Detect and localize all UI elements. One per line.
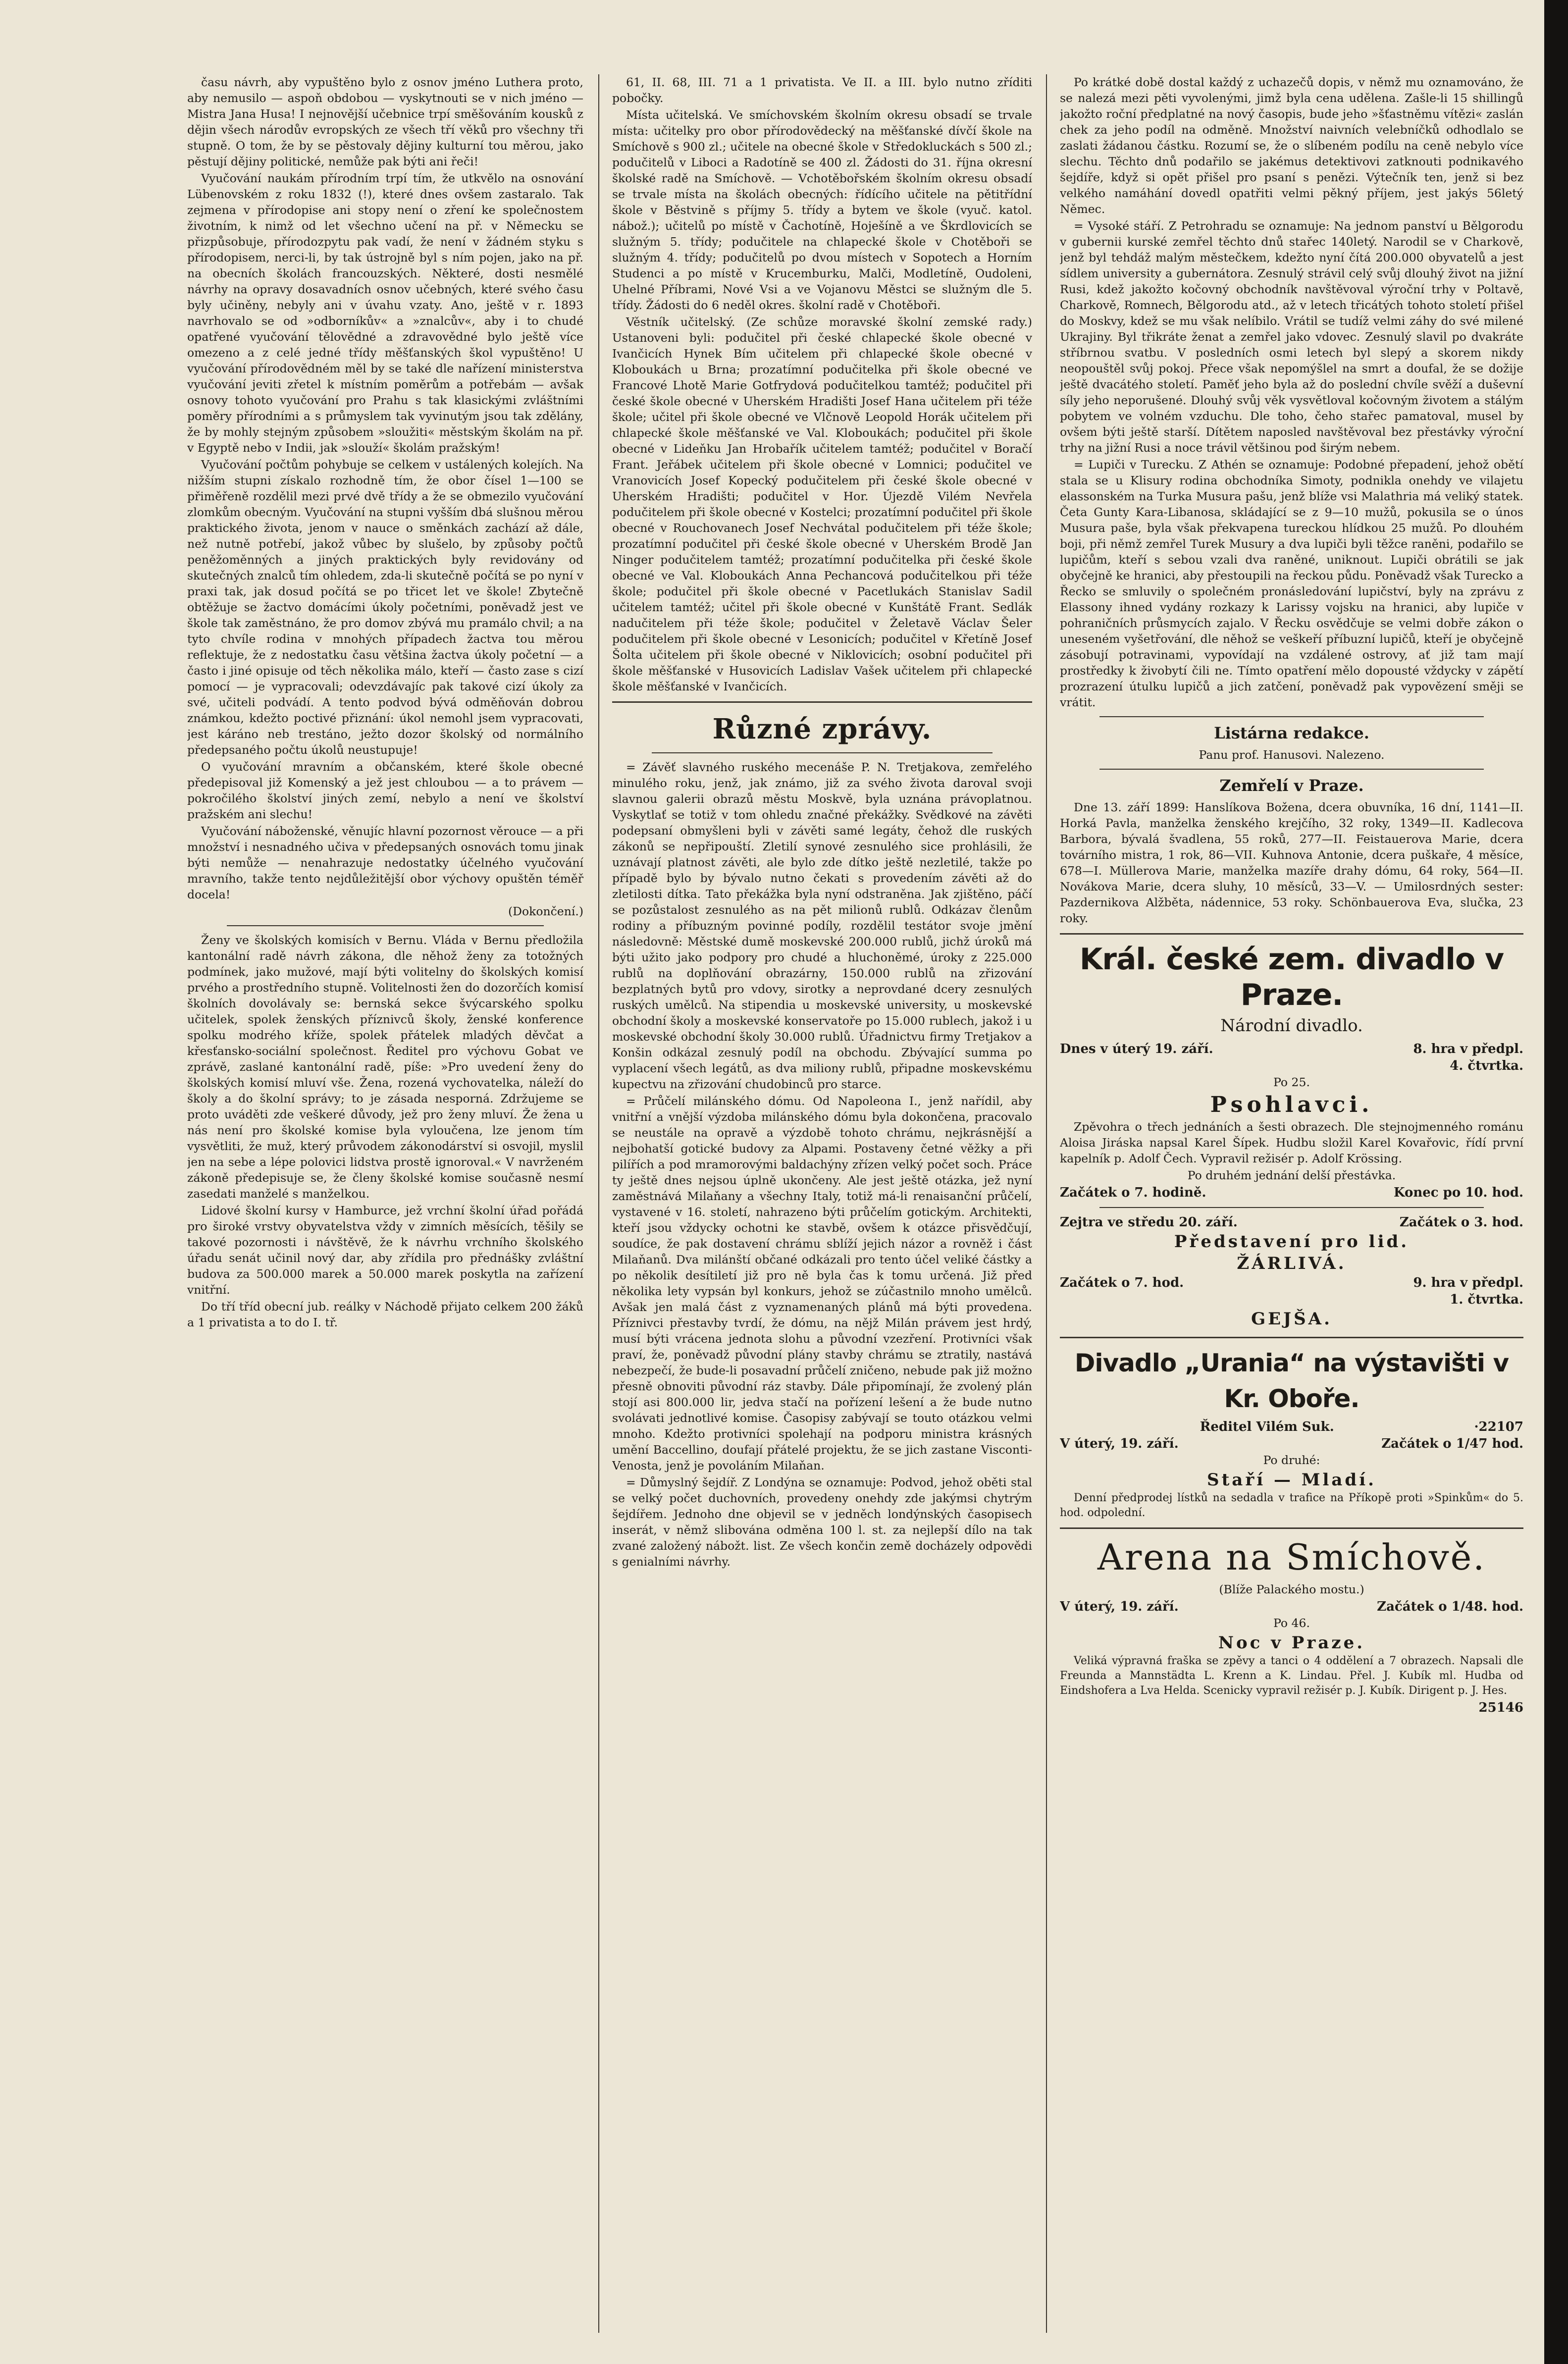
- divider: [1099, 769, 1484, 770]
- listarna-text: Panu prof. Hanusovi. Nalezeno.: [1199, 748, 1385, 762]
- arena-subtitle: (Blíže Palackého mostu.): [1219, 1582, 1364, 1596]
- performance-number: Po 46.: [1273, 1616, 1310, 1630]
- news-robbers-turkey: = Lupiči v Turecku. Z Athén se oznamuje: Podobné přepadení, jehož obětí stala se u Klisury rodina obchodníka Simoty, podnikla onehdy ve vilajetu elassonském na Turka Musura pašu, jenž blíže vsi Malathria má veliký statek. Četa Gunty Kara-Libanosa, skládající se z 9—10 mužů, pokusila se o únos Musura paše, byla však překvapena tureckou hlídkou 25 mužů. Po dlouhém boji, při němž zemřel Turek Musury a dva lupiči byli těžce raněni, podařilo se lupičům, kteří s sebou vzali dva raněné, uniknout. Lupiči obrátili se jak obyčejně ke hranici, aby přestoupili na řeckou půdu. Poněvadž však Turecko a Řecko se smluvily o společném pronásledování lupičství, byly na zprávu z Elassony ihned vydány rozkazy k Larissy vojsku na hranici, aby lupiče v pohraničních průsmycích zajalo. V Řecku osvědčuje se velmi dobře zákon o uneseném vyšetřování, dle něhož se veškeří příbuzní lupičů, kteří je obyčejně zásobují potravinami, vypovídají na vzdálené ostrovy, ať již tam mají prostředky k živobytí čili ne. Tímto opatření mělo dopousté vždycky v zápětí prozrazení útulku lupičů a jich zatčení, poněvadž pak vypovězení směji se vrátit.: [1060, 458, 1523, 709]
- deaths-list: Dne 13. září 1899: Hanslíkova Božena, dcera obuvníka, 16 dní, 1141—II. Horká Pavla, manželka ženského krejčího, 32 roky, 1349—II. Kadlecova Barbora, bývalá švadlena, 55 roků, 277—II. Feistauerova Marie, dcera továrního mistra, 1 rok, 86—VII. Kuhnova Antonie, dcera puškaře, 4 měsíce, 678—I. Müllerova Marie, manželka mazíře drahy dómu, 64 roky, 564—II. Novákova Marie, dcera sluhy, 10 měsíců, 33—V. — Umilosrdných sester: Pazdernikova Alžběta, nádennice, 53 roky. Schönbauerova Eva, slučka, 23 roky.: [1060, 800, 1523, 925]
- news-nachod-continued: 61, II. 68, III. 71 a 1 privatista. Ve II. a III. bylo nutno zříditi pobočky.: [612, 75, 1032, 105]
- newspaper-page: [187, 74, 1524, 2343]
- divider: [1060, 933, 1523, 935]
- start-time: Začátek o 7. hodině.: [1060, 1185, 1206, 1200]
- programme-row: [1060, 1598, 1523, 1615]
- start-time: Začátek o 7. hod.: [1060, 1275, 1184, 1290]
- programme-row: [1060, 1214, 1523, 1231]
- article-civics-text: O vyučování mravním a občanském, které škole obecné předepisoval již Komenský a jež jest chloubou — a to právem — pokročilého školství jiných zemí, nebylo a není ve školství pražském ani slechu!: [187, 760, 583, 821]
- programme-times: [1060, 1184, 1523, 1201]
- page-edge: [1544, 0, 1568, 2364]
- deaths-heading: Zemřelí v Praze.: [1219, 776, 1364, 795]
- start-time: Začátek o 1/47 hod.: [1381, 1436, 1523, 1451]
- ad-code: ·22107: [1474, 1419, 1523, 1434]
- article-history-text: času návrh, aby vypuštěno bylo z osnov jméno Luthera proto, aby nemusilo — aspoň obdobou — vyskytnouti se v nich jméno — Mistra Jana Husa! I nejnovější učebnice trpí směšováním kousků z dějin všech národův evropských ze všech tří věků pro všechny tři stupně. O tom, že by se pěstovaly dějiny kulturní tou měrou, jako pěstují dějiny politické, nemůže pak býti ani řeči!: [187, 75, 583, 168]
- column-rule: [598, 74, 599, 2333]
- divider: [1060, 1527, 1523, 1529]
- play-description: Veliká výpravná fraška se zpěvy a tanci o 4 oddělení a 7 obrazech. Napsali dle Freunda a Mannstädta L. Krenn a K. Lindau. Přel. J. Kubík ml. Hudba od Eindshofera a Lva Helda. Scenicky vypravil režisér p. J. Kubík. Dirigent p. J. Hes.: [1060, 1655, 1523, 1697]
- play-title: Staří — Mladí.: [1207, 1470, 1376, 1490]
- news-nachod: Do tří tříd obecní jub. reálky v Náchodě přijato celkem 200 žáků a 1 privatista a to do I. tř.: [187, 1300, 583, 1329]
- director: Ředitel Vilém Suk.: [1200, 1419, 1334, 1434]
- divider: [227, 925, 544, 926]
- urania-theatre-title: Divadlo „Urania“ na výstavišti v Kr. Oboře.: [1074, 1349, 1509, 1413]
- news-hamburg: Lidové školní kursy v Hamburce, jež vrchní školní úřad pořádá pro široké vrstvy obyvatelstva vždy v zimních měsících, těšily se takové pozornosti i návštěvě, že k návrhu vrchního školského úřadu senát učinil nový dar, aby zřídila pro přednášky zvláštní budova za 500.000 marek a 50.000 marek poskytla na zařízení vnitřní.: [187, 1204, 583, 1297]
- teacher-bulletin: Věstník učitelský. (Ze schůze moravské školní zemské rady.) Ustanoveni byli: podučitel při české chlapecké škole obecné v Ivančicích Hynek Bím učitelem při chlapecké škole obecné v Kloboukách u Brna; prozatímní podučitelka při škole obecné ve Francové Lhotě Marie Gotfrydová podučitelkou tamtéž; podučitel při české škole obecné v Uherském Hradišti Josef Hana učitelem při téže škole; učitel při škole obecné ve Vlčnově Leopold Horák učitelem při chlapecké škole měšťanské ve Val. Kloboukách; podučitel při škole obecné v Lideňku Jan Hrobařík učitelem tamtéž; podučitel v Boračí Frant. Jeřábek učitelem při škole obecné v Lomnici; podučitel ve Vranovicích Josef Kopecký podučitelem při české škole obecné v Uherském Hradišti; podučitel v Hor. Újezdě Vilém Nevřela podučitelem při škole obecné v Kostelci; prozatímní podučitel při škole obecné v Rouchovanech Josef Nechvátal podučitelem při téže škole; prozatímní podučitel při české škole obecné v Uherském Brodě Jan Ninger podučitelem tamtéž; prozatímní podučitelka při české škole obecné ve Val. Kloboukách Anna Pechancová podučitelkou při téže škole; podučitel při škole obecné v Pacetlukách Stanislav Sadil učitelem tamtéž; učitel při škole obecné v Kunštátě Frant. Sedlák nadučitelem při téže škole; podučitel v Želetavě Václav Šeler podučitelem při škole obecné v Lesonicích; podučitel v Křetíně Josef Šolta učitelem při škole obecné v Niklovicích; osobní podučitel při škole měšťanské v Husovicích Ladislav Vašek učitelem při chlapecké škole měšťanské v Ivančicích.: [612, 315, 1032, 693]
- news-tretjakov: = Závěť slavného ruského mecenáše P. N. Tretjakova, zemřelého minulého roku, jenž, jak známo, již za svého života daroval svoji slavnou galerii obrazů městu Moskvě, byla uznána právoplatnou. Vyskytlať se totiž v tom ohledu značné překážky. Svědkové na závěti podepsaní obmyšleni byli v závěti samé legáty, čehož dle ruských zákonů se nepřipouští. Zletilí synové zesnulého sice prohlásili, že uznávají platnost závěti, ale bylo zde dítko ještě nezletilé, takže po případě bylo by bývalo nutno čekati s provedením závěti až do zletilosti dítka. Tato překážka byla nyní odstraněna. Jak zjištěno, páčí se pozůstalost zesnulého as na pět milionů rublů. Odkázav členům rodiny a příbuzným povinné podíly, rozdělil testátor svoje jmění následovně: Městské dumě moskevské 200.000 rublů, jichž úroků má býti užito jako podpory pro chudé a hluchoněmé, úroky z 225.000 rublů na doplňování obrazárny, 150.000 rublů na zřizování bezplatných bytů pro vdovy, sirotky a neprovdané dcery zesnulých ruských umělců. Na stipendia u moskevské university, u moskevské obchodní školy a moskevské konservatoře po 15.000 rublech, jakož i u moskevské obchodní školy 30.000 rublů. Úřadnictvu firmy Tretjakov a Konšin odkázal zesnulý podíl na obchodu. Zbývající summa po vyplacení všech legátů, as dva miliony rublů, připadne moskevskému kupectvu na zřizování chudobinců pro starce.: [612, 760, 1032, 1091]
- start-time: Začátek o 3. hod.: [1399, 1215, 1523, 1230]
- news-swindler: = Důmyslný šejdíř. Z Londýna se oznamuje: Podvod, jehož oběti stal se velký počet duchovních, provedeny onehdy zde jakýmsi chytrým šejdířem. Jednoho dne objevil se v jedněch londýnských časopisech inserát, v němž slibována odměna 100 l. st. za nejlepší dílo na tak zvané založený nábožt. list. Ze všech končin země docházely odpovědi s genialními návrhy.: [612, 1475, 1032, 1569]
- play-description: Zpěvohra o třech jednáních a šesti obrazech. Dle stejnojmenného románu Aloisa Jiráska napsal Karel Šípek. Hudbu složil Karel Kovařovic, řídí první kapelník p. Adolf Čech. Vypravil režisér p. Adolf Krössing.: [1060, 1120, 1523, 1165]
- news-milan-cathedral: = Průčelí milánského dómu. Od Napoleona I., jenž nařídil, aby vnitřní a vnější výzdoba milánského dómu byla dokončena, pracovalo se neustále na opravě a výzdobě tohoto chrámu, nejkrásnější a nejbohatší gotické budovy za Alpami. Postaveny četné věžky a při pilířích a pod mramorovými baldachýny zřízen velký počet soch. Práce ty ještě dnes nejsou úplně ukončeny. Ale jest ještě otázka, jež nyní zaměstnává Milaňany a všechny Italy, totiž má-li renaisanční průčelí, vystavené v 16. století, nahrazeno býti průčelím gotickým. Architekti, kteří jsou vždycky ochotni ke stavbě, ovšem k otázce přisvědčují, soudíce, že pak dostavení chrámu sblíží jejich názor a rovněž i část Milaňanů. Dva milánští občané odkázali pro tento účel veliké částky a po několik desítiletí již pro ně byla čas k tomu určená. Již před několika lety vypsán byl konkurs, jehož se zúčastnilo mnoho umělců. Avšak jen malá část z vyznamenaných plánů má býti provedena. Příznivci přestavby tvrdí, že dómu, na nějž Milán právem jest hrdý, musí býti vrácena jednota slohu a původní vzezření. Protivníci však praví, že, poněvadž původní plány stavby chrámu se ztratily, nastává nebezpečí, že bude-li posavadní průčelí zničeno, nebude pak již možno přesně obnoviti původní ráz stavby. Dále připomínají, že zvolený plán stojí asi 800.000 lir, jedva stačí na pořízení lešení a že bude nutno svolávati jednotlivé komise. Časopisy zabývají se touto otázkou velmi mnoho. Kdežto protivníci spolehají na podporu ministra krásných umění Baccellino, doufají přátelé projektu, že se jich zastane Visconti-Venosta, jenž je povoláním Milaňan.: [612, 1094, 1032, 1472]
- programme-row: [1060, 1699, 1523, 1716]
- section-heading-ruzne-zpravy: Různé zprávy.: [712, 713, 932, 745]
- column-rule: [1046, 74, 1047, 2333]
- programme-date: V úterý, 19. září.: [1060, 1436, 1179, 1451]
- quarter-note: 1. čtvrtka.: [1450, 1292, 1523, 1307]
- teacher-positions: Místa učitelská. Ve smíchovském školním okresu obsadí se trvale místa: učitelky pro obor přírodovědecký na měšťanské dívčí škole na Smíchově s 900 zl.; učitele na obecné škole v Středokluckách s 500 zl.; podučitelů v Liboci a Radotíně se 400 zl. Žádosti do 31. října okresní školské radě na Smíchově. — Vchotěbořském školním okresu obsadí se trvale místa na školách obecných: řídícího učitele na pětitřídní škole v Běstvině s příjmy 5. třídy a bytem ve škole (vyuč. katol. nábož.); učitelů po místě v Čachotíně, Hoješíně a ve Škrdlovicích se služným 5. třídy; podučitele na chlapecké škole v Chotěboři se služným 4. třídy; podučitelů po dvou místech v Sopotech a Horním Studenci a po místě v Krucemburku, Malči, Modletíně, Oudoleni, Uhelné Příbrami, Nové Vsi a ve Vojanovu Městci se služným dle 5. třídy. Žádosti do 6 neděl okres. školní radě v Chotěboři.: [612, 108, 1032, 312]
- arena-title: Arena na Smíchově.: [1097, 1536, 1486, 1578]
- ad-code: 25146: [1478, 1700, 1523, 1715]
- subscription-note: 9. hra v předpl.: [1413, 1275, 1523, 1290]
- column-middle: [612, 74, 1032, 2333]
- divider: [1099, 716, 1484, 717]
- programme-row: [1060, 1274, 1523, 1291]
- programme-row: [1060, 1057, 1523, 1074]
- start-time: Začátek o 1/48. hod.: [1377, 1599, 1523, 1614]
- programme-date: V úterý, 19. září.: [1060, 1599, 1179, 1614]
- programme-row: [1060, 1418, 1523, 1435]
- performance-number: Po druhé:: [1263, 1453, 1320, 1467]
- quarter-note: 4. čtvrtka.: [1450, 1058, 1523, 1073]
- programme-date: Dnes v úterý 19. září.: [1060, 1042, 1213, 1056]
- programme-row: [1060, 1291, 1523, 1308]
- national-theatre-title: Král. české zem. divadlo v Praze.: [1079, 942, 1504, 1012]
- performance-kind: Představení pro lid.: [1174, 1232, 1410, 1252]
- end-time: Konec po 10. hod.: [1393, 1185, 1523, 1200]
- divider: [612, 701, 1032, 703]
- listarna-heading: Listárna redakce.: [1214, 724, 1369, 742]
- news-bern: Ženy ve školských komisích v Bernu. Vláda v Bernu předložila kantonální radě návrh zákona, dle něhož ženy za totožných podmínek, jako mužové, mají býti volitelny do školských komisí prvého a prostředního stupně. Volitelnosti žen do dozorčích komisí školních dovolávaly se: bernská sekce švýcarského spolku učitelek, spolek ženských příznivců školy, ženské konference spolku modrého kříže, spolek přátelek mladých děvčat a křesťansko-sociální společnost. Ředitel pro výchovu Gobat ve zprávě, zaslané kantonální radě, píše: »Pro uvedení ženy do školských komisí mluví vše. Žena, rozená vychovatelka, náleží do školy a do školní správy; to je zásada nesporná. Zdržujeme se proto uváděti zde veškeré důvody, jež pro ženy mluví. Že žena u nás není pro školské komise byla vyloučena, lze jenom tím vysvětliti, že muž, který průvodem zákonodárství si osvojil, myslil jen na sebe a lépe polovici lidstva prostě ignoroval.« V navrženém zákoně předepisuje se, že členy školské komise současně nesmí zasedati manželé s manželkou.: [187, 933, 583, 1201]
- article-religion-text: Vyučování náboženské, věnujíc hlavní pozornost věrouce — a při množství i nesnadného učiva v předepsaných osnovách tomu jinak býti nemůže — nenahrazuje nedostatky účelného vyučování mravního, takže tento nejdůležitější obor výchovy opuštěn téměř docela!: [187, 824, 583, 901]
- programme-row: [1060, 1041, 1523, 1057]
- column-left: [187, 74, 583, 2333]
- play-title: GEJŠA.: [1251, 1309, 1332, 1329]
- national-theatre-subtitle: Národní divadlo.: [1220, 1016, 1363, 1036]
- article-science-text: Vyučování naukám přírodním trpí tím, že utkvělo na osnování Lübenovském z roku 1832 (!), které dnes ovšem zastaralo. Tak zejmena v přírodopise ani stopy není o zření ke společnostem životním, k nimž od let všechno učení na př. v Německu se přizpůsobuje, přírodozpytu pak vadí, že není v žádném styku s přírodopisem, nerci-li, by tak ústrojně byl s ním pojen, jako na př. na obecních školách francouzských. Některé, dosti nesmělé návrhy na opravy dosavadních osnov učebných, které svého času byly učiněny, nebyly ani v úvahu vzaty. Ano, ještě v r. 1893 navrhovalo se od »odborníkův« a »znalcův«, aby i to chudé opatřené vyučování tělovědné a zdravovědné bylo ještě více omezeno a z celé jedné třídy měšťanských škol vypuštěno! U vyučování přírodovědném měl by se také dle nařízení ministerstva vyučování jeviti zřetel k místním poměrům a potřebám — avšak osnovy tohoto vyučování pro Prahu s tak klasickými zvláštními poměry přírodními a s průmyslem tak vyvinutým jsou tak zdělány, že by mohly stejným způsobem »sloužiti« městským školám na př. v Egyptě nebo v Indii, jak »slouží« školám pražským!: [187, 171, 583, 455]
- programme-row: [1060, 1435, 1523, 1452]
- news-swindler-continued: Po krátké době dostal každý z uchazečů dopis, v němž mu oznamováno, že se nalezá mezi pěti vyvolenými, jimž byla cena udělena. Zašle-li 15 shillingů jakožto roční předplatné na nový časopis, bude jeho »šťastněmu vítězi« zaslán chek za jeho podíl na odměně. Množství naivních velebníčků odhodlalo se zaslati žádanou částku. Rozumí se, že o slíbeném podílu na ceně nebylo více slechu. Těchto dnů podařilo se jakémus detektivovi zatknouti podnikavého šejdíře, když si opět přišel pro psaní s penězi. Výtečník ten, jenž si bez velkého namáhání dovedl opatřiti velmi pěkný příjem, jest jakýs 56letý Němec.: [1060, 75, 1523, 216]
- play-title: ŽÁRLIVÁ.: [1237, 1254, 1347, 1273]
- divider: [1060, 1337, 1523, 1338]
- performance-number: Po 25.: [1273, 1075, 1310, 1089]
- article-math-text: Vyučování počtům pohybuje se celkem v ustálených kolejích. Na nižším stupni získalo rozhodně tím, že obor čísel 1—100 se přiměřeně rozdělil mezi prvé dvě třídy a že se obmezilo vyučování zlomkům obecným. Vyučování na stupni vyšším dbá slušnou měrou praktického života, jenom v nauce o směnkách zachází až dále, než nutně potřebí, jakož vůbec by slušelo, by způsoby počtů peněžoměnných a jiných praktických byly revidovány od skutečných znalců tím ohledem, zda-li skutečně počítá se po nyní v praxi tak, jak dosud počítá se po třicet let ve škole! Zbytečně obtěžuje se žactvo domácími úkoly početními, poněvadž jest ve škole tak zaměstnáno, že pro domov zbývá mu pramálo chvil; a na tyto chvíle rodina v mnohých případech žactva tou měrou reflektuje, že z nedostatku času většina žactva úkoly početní — a často i jiné opisuje od těch několika málo, kteří — často zase s cizí pomocí — je vypracovali; odevzdávajíc pak takové cizí úkoly za své, učiteli podvádí. A tento podvod bývá odměňován dobrou známkou, kdežto poctivé přiznání: úkol nemohl jsem vypracovati, jest káráno neb trestáno, ježto dozor školský od normálního předepsaného počtu úkolů neustupuje!: [187, 458, 583, 757]
- programme-date: Zejtra ve středu 20. září.: [1060, 1215, 1238, 1230]
- column-right: [1060, 74, 1523, 2333]
- news-old-age: = Vysoké stáří. Z Petrohradu se oznamuje: Na jednom panství u Bělgorodu v gubernii kurské zemřel těchto dnů stařec 140letý. Narodil se v Charkově, jenž byl tehdáž malým městečkem, kdežto nyní čítá 200.000 obyvatelů a jest sídlem university a gubernátora. Zesnulý strávil celý svůj dlouhý život na jižní Rusi, kdež jakožto kočovný obchodník navštěvoval výroční trhy v Poltavě, Charkově, Romnech, Bělgorodu atd., až v letech třicátých tohoto století přišel do Moskvy, kdež se mu však nelíbilo. Vrátil se tudíž velmi záhy do své milené Ukrajiny. Byl třikráte ženat a zemřel jako vdovec. Zesnulý slavil po dvakráte stříbrnou svatbu. V posledních osmi letech byl slepý a skorem nikdy neopouštěl svůj pokoj. Přece však nepomýšlel na smrt a doufal, že se dožije ještě dvacátého století. Paměť jeho byla až do poslední chvíle svěží a duševní síly jeho neporušené. Dlouhý svůj věk vysvětloval kočovným životem a stálým pobytem ve volném vzduchu. Dle toho, čeho stařec pamatoval, musel by ovšem býti ještě starší. Dítětem naposled navštěvoval bez přestávky výroční trhy na jižní Rusi a noce trávil většinou pod širým nebem.: [1060, 219, 1523, 455]
- signature: (Dokončení.): [508, 904, 583, 918]
- divider: [1099, 1207, 1484, 1208]
- subscription-note: 8. hra v předpl.: [1413, 1042, 1523, 1056]
- intermission-note: Po druhém jednání delší přestávka.: [1187, 1168, 1396, 1182]
- play-title: Noc v Praze.: [1218, 1633, 1365, 1653]
- play-title: Psohlavci.: [1210, 1092, 1373, 1117]
- divider: [652, 752, 993, 753]
- presale-note: Denní předprodej lístků na sedadla v trafice na Příkopě proti »Spinkům« do 5. hod. odpolední.: [1060, 1492, 1523, 1519]
